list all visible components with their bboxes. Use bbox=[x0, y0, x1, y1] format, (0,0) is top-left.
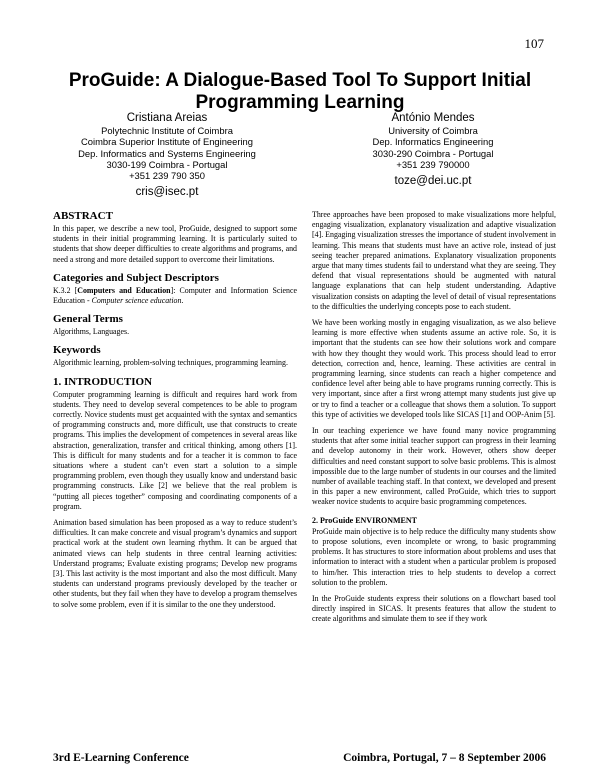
body-paragraph: In the ProGuide students express their solutions on a flowchart based tool directly inspired in SICAS. It presents features that allow the student to create algorithms and simulate them to see if they work bbox=[312, 593, 556, 624]
introduction-heading: 1. INTRODUCTION bbox=[53, 375, 153, 388]
author-affiliation-line: University of Coimbra bbox=[388, 125, 478, 136]
author-phone: +351 239 790 350 bbox=[129, 170, 205, 182]
author-email: cris@isec.pt bbox=[135, 186, 199, 199]
page-number: 107 bbox=[524, 36, 544, 51]
right-column bbox=[312, 210, 556, 631]
author-affiliation-line: 3030-290 Coimbra - Portugal bbox=[372, 147, 494, 159]
categories-middle: ]: Computer and Information Science Education - bbox=[53, 285, 297, 306]
title-line-2: Programming Learning bbox=[195, 92, 405, 113]
author-phone: +351 239 790000 bbox=[396, 158, 470, 170]
categories-text bbox=[53, 286, 297, 306]
author-name: Cristiana Areias bbox=[126, 112, 208, 124]
author-affiliation-line: 3030-199 Coimbra - Portugal bbox=[106, 158, 228, 170]
body-paragraph: ProGuide main objective is to help reduce the difficulty many students show to propose solutions, even incomplete or wrong, to basic programming problems. It has structures to store information about problems and uses that information to interact with a student when a particular problem is proposed to him/her. This interaction tries to help students to develop a correct solution to the problem. bbox=[312, 526, 556, 587]
body-paragraph: We have been working mostly in engaging visualization, as we also believe learning is more effective when students assume an active role. So, it is important that the students can see how their solutions work and compare with how they thought they would work. This process should lead to error detection, correction and, hence, learning. These activities are central in programming learning, since students can reach a higher competence and confidence level after being able to have programs running correctly. This is very important, since after a first wrong attempt many students just give up or try to find a teacher or a colleague that shows them a solution. To support this type of activities we developed tools like SICAS [1] and OOP-Anim [5]. bbox=[312, 318, 556, 419]
body-paragraph: In our teaching experience we have found many novice programming students that after some initial teacher support can progress in their learning and develop autonomy in their work. However, others show deeper difficulties and need constant support to solve basic problems. This is almost impossible due to the large number of students in our courses and the limited number of available teaching staff. In that context, we developed and present in this paper a new environment, called ProGuide, which tries to support weaker novice students to acquire basic programming competences. bbox=[312, 426, 556, 507]
left-column bbox=[53, 210, 297, 616]
author-affiliation-line: Coimbra Superior Institute of Engineering bbox=[81, 136, 253, 148]
author-block-1 bbox=[62, 112, 272, 199]
author-affiliation-line: Dep. Informatics Engineering bbox=[372, 136, 494, 148]
keywords-text: Algorithmic learning, problem-solving techniques, programming learning. bbox=[53, 358, 288, 368]
abstract-heading: ABSTRACT bbox=[53, 210, 113, 222]
author-name: António Mendes bbox=[391, 112, 475, 124]
categories-suffix: . bbox=[181, 296, 184, 306]
categories-italic: Computer science education bbox=[91, 296, 182, 306]
introduction-paragraph: Computer programming learning is difficult and requires hard work from students. They need to develop several competences to be able to program correctly. Novice students must get acquainted with the syntax and semantics of programming constructs and, more difficult, use that constructs to create programs. This implies the development of competences in several areas like abstraction, generalization, transfer and critical thinking, among others [1]. This is difficult for many students and for a teacher it is common to face situations where a student can’t even start a solution to a simple programming problem, even though they usually know and understand basic programming constructs. Like [2] we believe that the real problem is “putting all pieces together” composing and coordinating components of a program. bbox=[53, 389, 297, 511]
title-line-1: ProGuide: A Dialogue-Based Tool To Support Initial bbox=[68, 70, 532, 91]
abstract-text: In this paper, we describe a new tool, ProGuide, designed to support some students in their initial programming learning. It is particularly suited to students that show deeper difficulties to create algorithms and programs, and need a strong and more detailed support to overcome their limitations. bbox=[53, 224, 297, 264]
general-terms-heading: General Terms bbox=[53, 313, 123, 326]
author-affiliation-line: Dep. Informatics and Systems Engineering bbox=[78, 147, 256, 159]
categories-prefix: K.3.2 [ bbox=[53, 285, 78, 295]
section-2-heading: 2. ProGuide ENVIRONMENT bbox=[312, 515, 417, 525]
author-email: toze@dei.uc.pt bbox=[394, 175, 472, 188]
paper-title bbox=[40, 70, 560, 114]
footer-conference: 3rd E-Learning Conference bbox=[53, 752, 189, 764]
author-block-2 bbox=[333, 112, 533, 188]
categories-heading: Categories and Subject Descriptors bbox=[53, 271, 219, 284]
author-affiliation-line: Polytechnic Institute of Coimbra bbox=[101, 125, 233, 136]
general-terms-text: Algorithms, Languages. bbox=[53, 327, 130, 337]
introduction-paragraph: Animation based simulation has been proposed as a way to reduce student’s difficulties. It can make concrete and visual program’s dynamics and support practical work at the student own learning rhythm. It can be argued that animated views can help students in three central learning activities: Understand programs; Evaluate existing programs; Develop new programs [3]. This last activity is the most important and also the most difficult. Many students can understand programs previously developed by the teacher or other students, but they fail when they have to develop a program themselves to solve some problem, even if it is similar to the one they understood. bbox=[53, 518, 297, 609]
footer-location-date: Coimbra, Portugal, 7 – 8 September 2006 bbox=[343, 752, 546, 764]
keywords-heading: Keywords bbox=[53, 344, 101, 357]
categories-bold: Computers and Education bbox=[77, 285, 171, 295]
body-paragraph: Three approaches have been proposed to make visualizations more helpful, engaging visualization, explanatory visualization and adaptive visualization [4]. Engaging visualization stresses the importance of student involvement in learning. This means that students must have an active role, instead of just seeing teacher prepared animations. Explanatory visualization proponents argue that many times students fail to understand what they are seeing. They defend that visual representations should be augmented with natural language explanations that can help student understanding. Adaptive visualization consists on adapting the level of detail of visual representations to the difficulties the underlying concepts pose to each student. bbox=[312, 210, 556, 311]
